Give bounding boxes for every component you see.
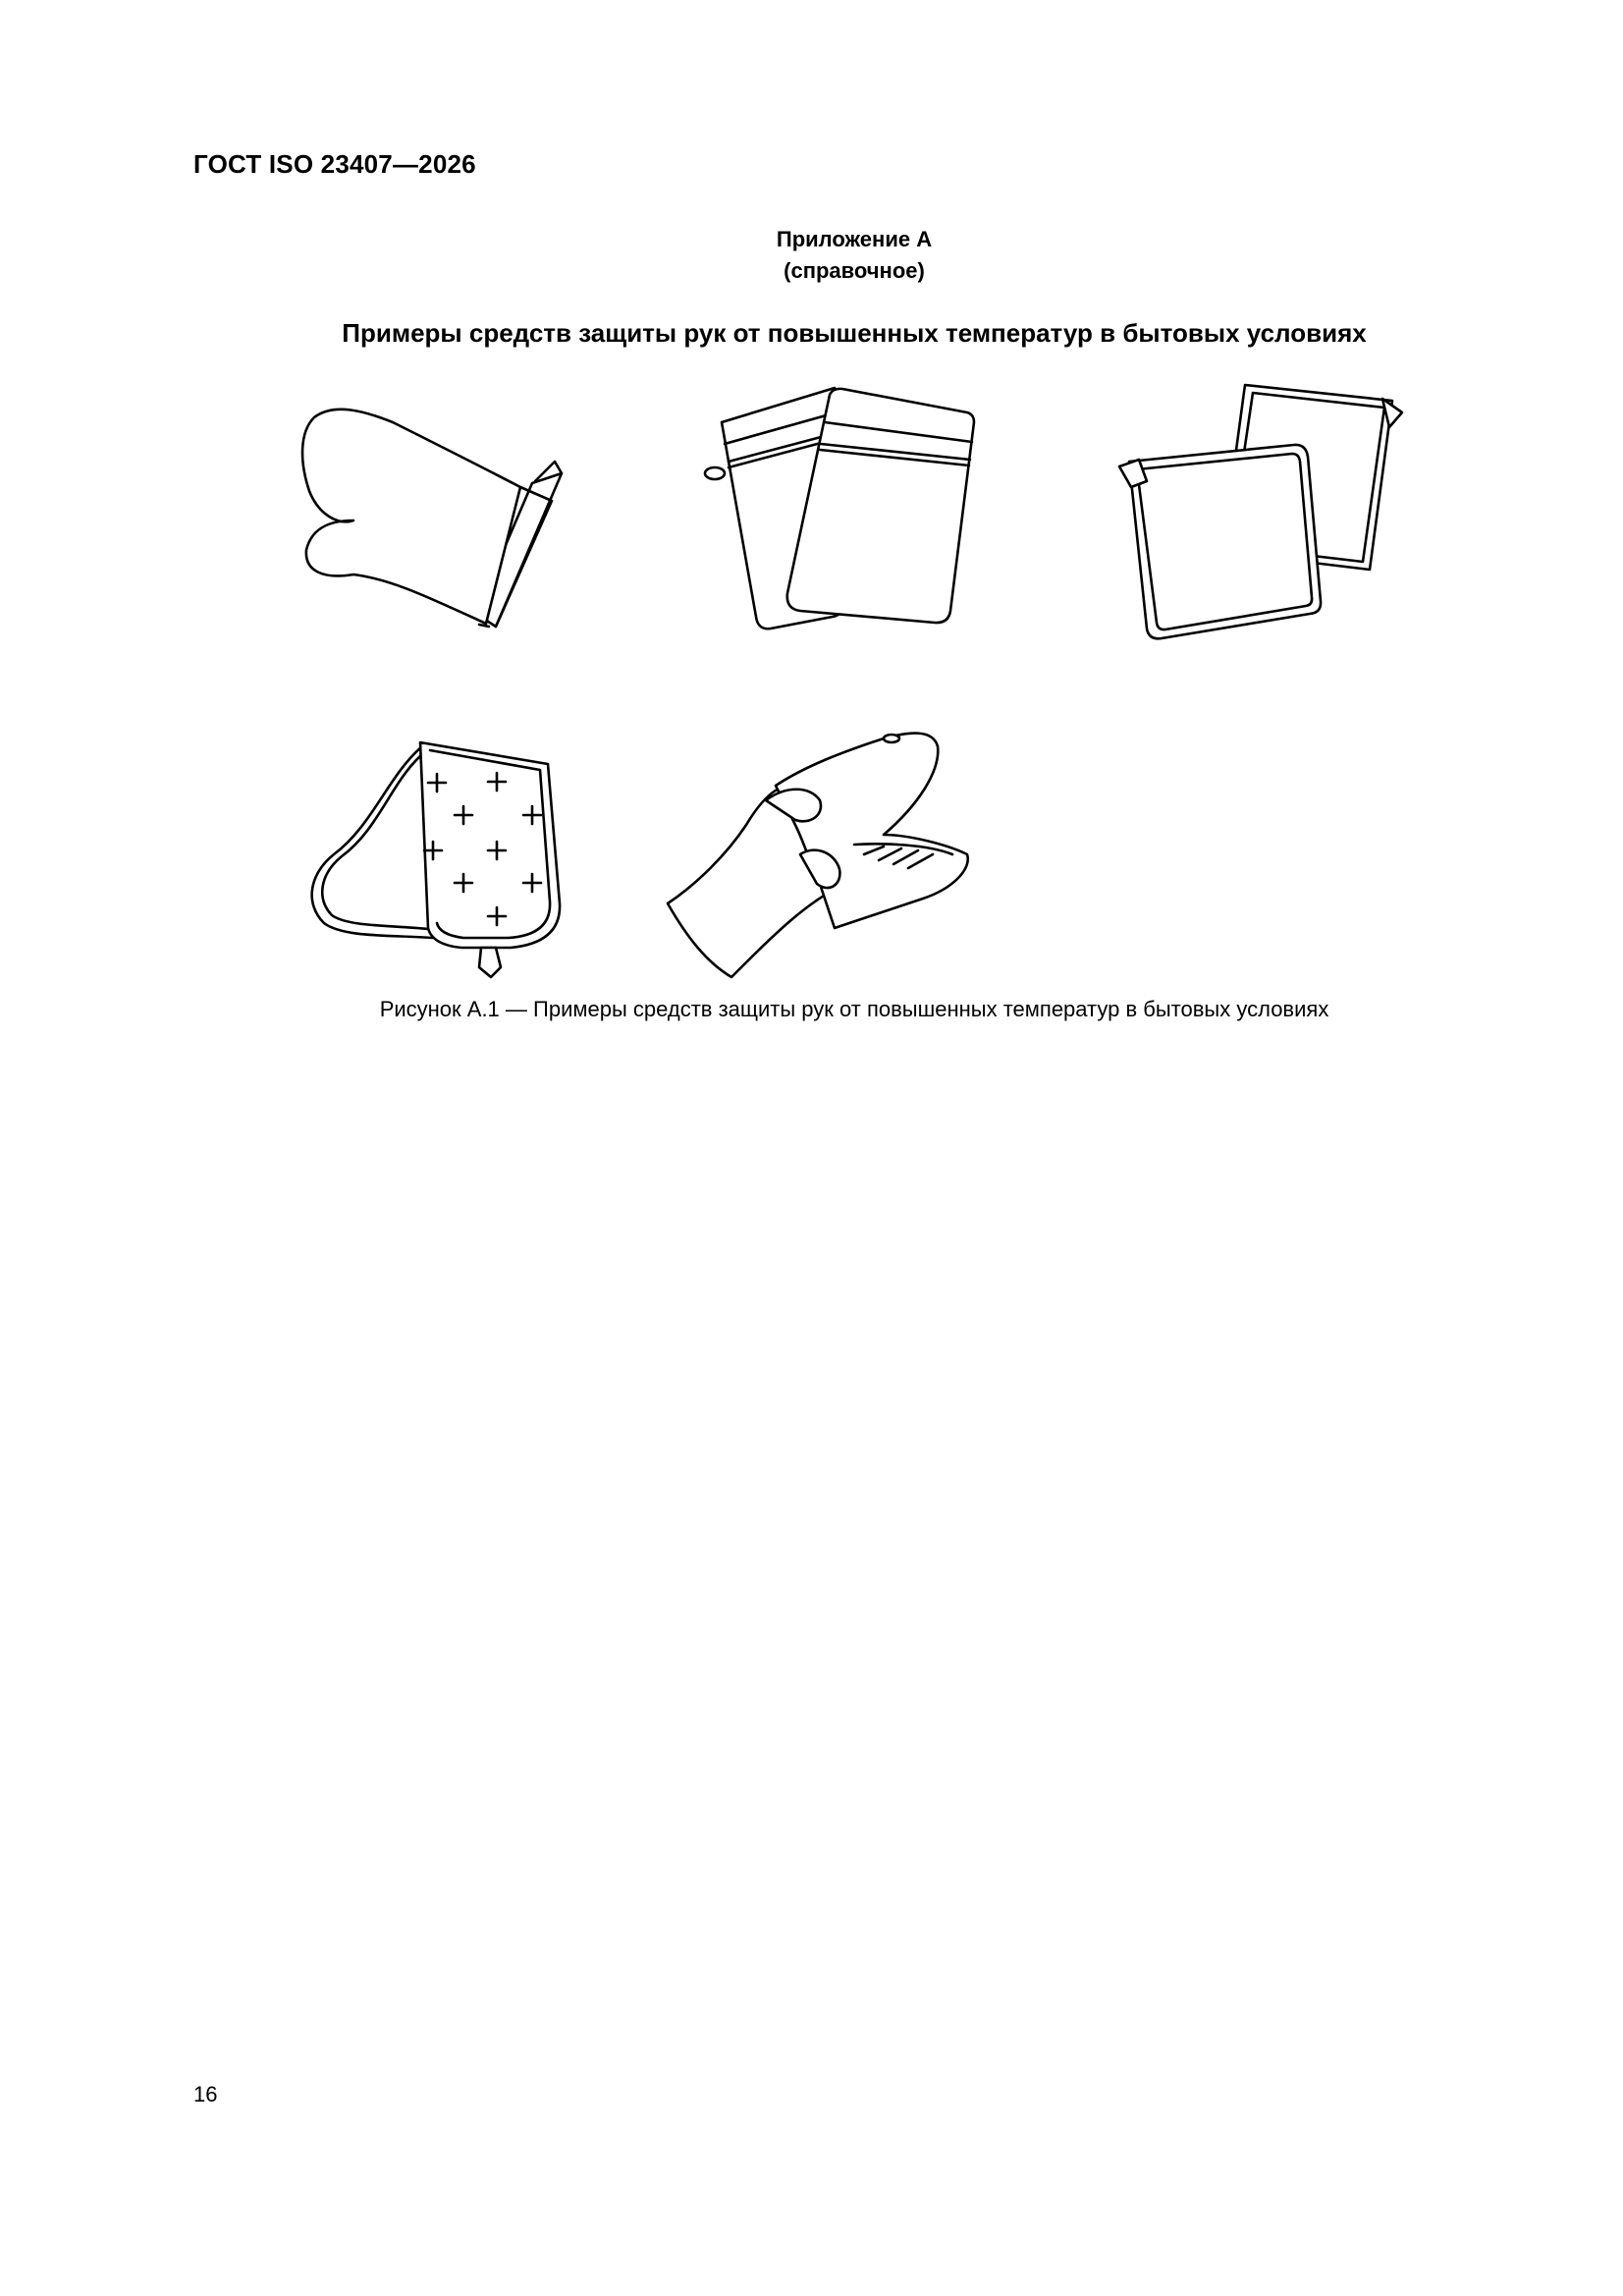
double-oven-mitt-illustration <box>312 742 560 977</box>
annex-subtitle: (справочное) <box>784 258 925 283</box>
washcloth-mitts-illustration <box>705 388 974 629</box>
page-number: 16 <box>193 2082 218 2106</box>
annex-title: Приложение А <box>776 227 933 251</box>
square-potholders-illustration <box>1119 385 1402 638</box>
section-title: Примеры средств защиты рук от повышенных температур в бытовых условиях <box>342 318 1367 348</box>
figure-caption: Рисунок А.1 — Примеры средств защиты рук от повышенных температур в бытовых условиях <box>379 997 1329 1021</box>
hand-in-mitt-illustration <box>668 734 968 977</box>
oven-mitt-illustration <box>302 410 562 627</box>
document-standard-number: ГОСТ ISO 23407—2026 <box>193 149 476 179</box>
